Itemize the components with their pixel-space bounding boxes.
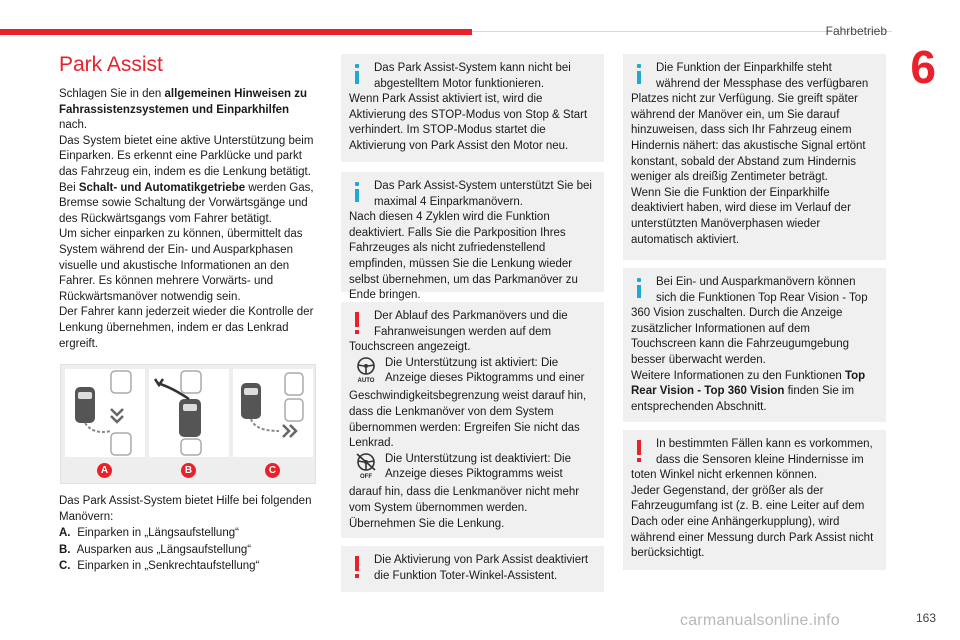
text: finden Sie im entsprechenden Abschnitt. (631, 385, 855, 413)
text: werden Gas, Bremse sowie Schaltung der Vorwärtsgänge und des Rückwärtsgangs vom Fahrer betätigt. (59, 181, 314, 225)
header-accent-bar (0, 29, 472, 35)
paragraph-gearbox (59, 181, 319, 228)
warning-icon (355, 556, 359, 578)
list-label: B. (59, 543, 71, 556)
perpendicular-parking-diagram (233, 369, 313, 457)
manoeuvre-illustration (60, 364, 316, 484)
label-a-badge: A (97, 463, 112, 478)
note-text: Wenn Sie die Funktion der Einparkhilfe deaktiviert haben, wird diese im Verlauf der unterstützten Manöverphasen wieder automatisch aktiviert. (631, 186, 851, 246)
off-pictogram-row (349, 452, 596, 486)
note-text: Die Unterstützung ist aktiviert: Die Anzeige dieses Piktogramms und einer (385, 356, 585, 385)
info-box-engine (341, 54, 604, 162)
paragraph-intro (59, 87, 319, 134)
list-label: A. (59, 527, 71, 540)
text-bold: Schalt- und Automatikgetriebe (78, 181, 246, 194)
panel-c (233, 369, 313, 457)
note-text: Geschwindigkeitsbegrenzung weist darauf hin, dass die Lenkmanöver von dem System übernommen werden: Ergreifen Sie nicht das Lenkrad. (349, 390, 587, 450)
paragraph-takeover: Der Fahrer kann jederzeit wieder die Kontrolle der Lenkung übernehmen, indem er das Lenkrad ergreift. (59, 306, 314, 350)
paragraph-information: Um sicher einparken zu können, übermittelt das System während der Ein- und Ausparkphasen visuelle und akustische Informationen an den Fahrer. Es können mehrere Vorwärts- und Rückwärtsmanöver notwendig sein. (59, 228, 303, 303)
note-text: Das Park Assist-System kann nicht bei abgestelltem Motor funktionieren. (374, 62, 571, 90)
note-text: Touchscreen angezeigt. (349, 341, 471, 354)
text: Schlagen Sie in den (59, 88, 165, 100)
label-c-badge: C (265, 463, 280, 478)
manoeuvre-list (59, 493, 319, 574)
info-icon (637, 278, 641, 298)
panel-b (149, 369, 229, 457)
manoeuvre-intro: Das Park Assist-System bietet Hilfe bei folgenden Manövern: (59, 495, 312, 524)
info-box-vision (623, 268, 886, 422)
parallel-parking-out-diagram (149, 369, 229, 457)
note-text: Jeder Gegenstand, der größer als der Fahrzeugumfang ist (z. B. eine Leiter auf dem Dach oder eine Anhängerkupplung), wird während einer Messung durch Park Assist nicht berücksichtigt. (631, 484, 874, 560)
label-b-badge: B (181, 463, 196, 478)
section-title: Fahrbetrieb (825, 24, 887, 38)
steering-wheel-off-icon (349, 452, 383, 486)
list-text: Einparken in „Senkrechtaufstellung“ (77, 559, 260, 572)
warning-icon (355, 312, 359, 334)
parallel-parking-in-diagram (65, 369, 145, 457)
list-label: C. (59, 559, 71, 572)
info-icon (355, 182, 359, 202)
note-text: Bei Ein- und Ausparkmanövern können sich die Funktionen Top Rear Vision - Top (656, 276, 868, 304)
note-text: Das Park Assist-System unterstützt Sie bei maximal 4 Einparkmanövern. (374, 180, 592, 208)
text: Bei (59, 181, 79, 194)
note-text (631, 369, 878, 416)
page-number: 163 (915, 611, 936, 625)
warning-box-blind-spot (341, 546, 604, 592)
note-text: In bestimmten Fällen kann es vorkommen, dass die Sensoren kleine Hindernisse im (656, 438, 873, 466)
note-text: Die Funktion der Einparkhilfe steht während der Messphase des verfügbaren (656, 62, 869, 90)
note-text: Der Ablauf des Parkmanövers und die Fahranweisungen werden auf dem (374, 310, 568, 338)
info-box-parking-sensors (623, 54, 886, 260)
note-text: Platzes nicht zur Verfügung. Sie greift später während der Manöver ein, um Sie darauf hinzuweisen, dass sich Ihr Fahrzeug einem Hindernis nähert: das akustische Signal ertönt konstant, sobald der Abstand zum Hindernis weniger als dreißig Zentimeter beträgt. (631, 93, 866, 184)
auto-caption: AUTO (357, 377, 375, 384)
text-bold: allgemeinen Hinweisen zu Fahrassistenzsystemen und Einparkhilfen (59, 88, 308, 116)
paragraph-system: Das System bietet eine aktive Unterstützung beim Einparken. Es erkennt eine Parklücke und parkt das Fahrzeug ein, indem es die Lenkung betätigt. (59, 134, 314, 178)
note-text: Die Aktivierung von Park Assist deaktiviert die Funktion Toter-Winkel-Assistent. (374, 554, 589, 582)
info-icon (637, 64, 641, 84)
chapter-number: 6 (910, 41, 936, 93)
list-text: Ausparken aus „Längsaufstellung“ (76, 543, 252, 556)
warning-icon (637, 440, 641, 462)
list-item (59, 558, 319, 574)
steering-wheel-auto-icon (349, 356, 383, 390)
list-item (59, 542, 319, 558)
column-left (59, 53, 319, 352)
note-text: Nach diesen 4 Zyklen wird die Funktion deaktiviert. Falls Sie die Parkposition Ihres Fahrzeuges als nicht zufriedenstellend empfinden, müssen Sie die Lenkung wieder selbst übernehmen, um das Parkmanöver zu Ende bringen. (349, 211, 578, 302)
text: nach. (59, 119, 88, 132)
off-caption: OFF (360, 473, 372, 480)
info-box-cycles (341, 172, 604, 302)
list-text: Einparken in „Längsaufstellung“ (77, 527, 239, 540)
panel-a (65, 369, 145, 457)
list-item (59, 525, 319, 541)
warning-box-sensors (623, 430, 886, 570)
note-text: Die Unterstützung ist deaktiviert: Die Anzeige dieses Piktogramms weist (385, 452, 571, 481)
warning-box-touchscreen (341, 302, 604, 538)
note-text: Wenn Park Assist aktiviert ist, wird die Aktivierung des STOP-Modus von Stop & Start verhindert. Im STOP-Modus startet die Aktivierung von Park Assist den Motor neu. (349, 93, 588, 152)
note-text: darauf hin, dass die Lenkmanöver nicht mehr vom System übernommen werden. Übernehmen Sie die Lenkung. (349, 486, 580, 530)
auto-pictogram-row (349, 356, 596, 390)
note-text: 360 Vision zuschalten. Durch die Anzeige zusätzlicher Informationen auf dem Touchscreen kann die Fahrzeugumgebung besser überwacht werden. (631, 307, 850, 366)
watermark: carmanualsonline.info (680, 612, 840, 629)
note-text: toten Winkel nicht erkennen können. (631, 469, 818, 482)
info-icon (355, 64, 359, 84)
text-bold: Top Rear Vision - Top 360 Vision (631, 369, 866, 398)
text: Weitere Informationen zu den Funktionen (631, 369, 845, 382)
page-title: Park Assist (59, 53, 163, 76)
